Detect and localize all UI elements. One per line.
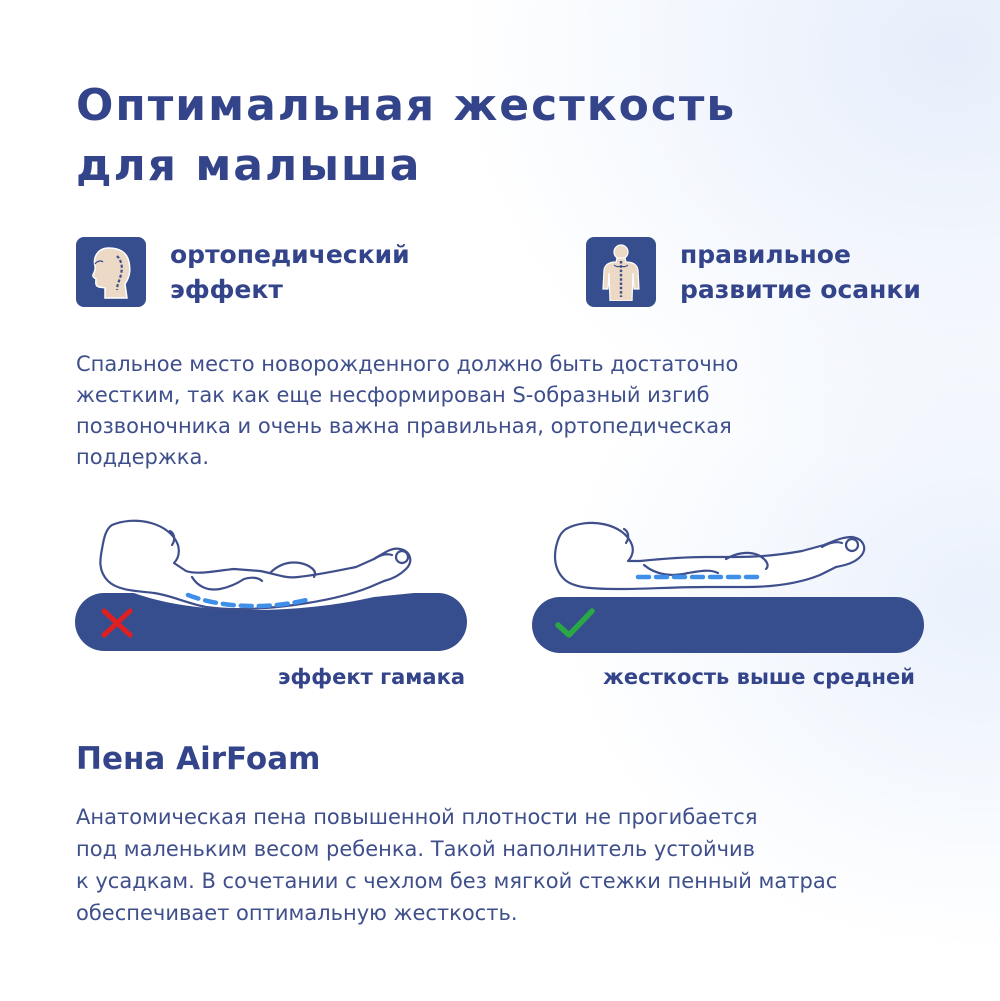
firm-label: жесткость выше средней [603,665,915,689]
firm-mattress [532,597,924,653]
feature-posture-line-2: развитие осанки [680,275,921,304]
title-line-2: для малыша [76,140,422,191]
feature-posture-label [680,237,921,307]
feature-posture [586,236,921,308]
foam-title: Пена AirFoam [76,741,321,777]
feature-posture-line-1: правильное [680,240,851,269]
foam-line-2: под маленьким весом ребенка. Такой наполнитель устойчив [76,837,756,861]
feature-orthopedic-line-1: ортопедический [170,240,410,269]
description-paragraph [76,349,738,473]
hammock-illustration [74,515,474,655]
description-line-1: Спальное место новорожденного должно быть достаточно [76,352,739,376]
description-line-3: позвоночника и очень важна правильная, ортопедическая [76,414,732,438]
posture-spine-icon [586,237,656,307]
head-profile-icon [76,237,146,307]
title-line-1: Оптимальная жесткость [76,80,737,131]
feature-orthopedic-label [170,237,410,307]
hammock-label: эффект гамака [278,665,466,689]
firm-mattress-illustration [526,515,926,655]
feature-orthopedic [76,236,410,308]
description-line-2: жестким, так как еще несформирован S-образный изгиб [76,383,710,407]
page-title [76,76,736,196]
description-line-4: поддержка. [76,445,210,469]
foam-paragraph [76,801,837,929]
foam-line-4: обеспечивает оптимальную жесткость. [76,901,518,925]
foam-line-1: Анатомическая пена повышенной плотности не прогибается [76,805,758,829]
feature-orthopedic-line-2: эффект [170,275,283,304]
foam-line-3: к усадкам. В сочетании с чехлом без мягкой стежки пенный матрас [76,869,838,893]
